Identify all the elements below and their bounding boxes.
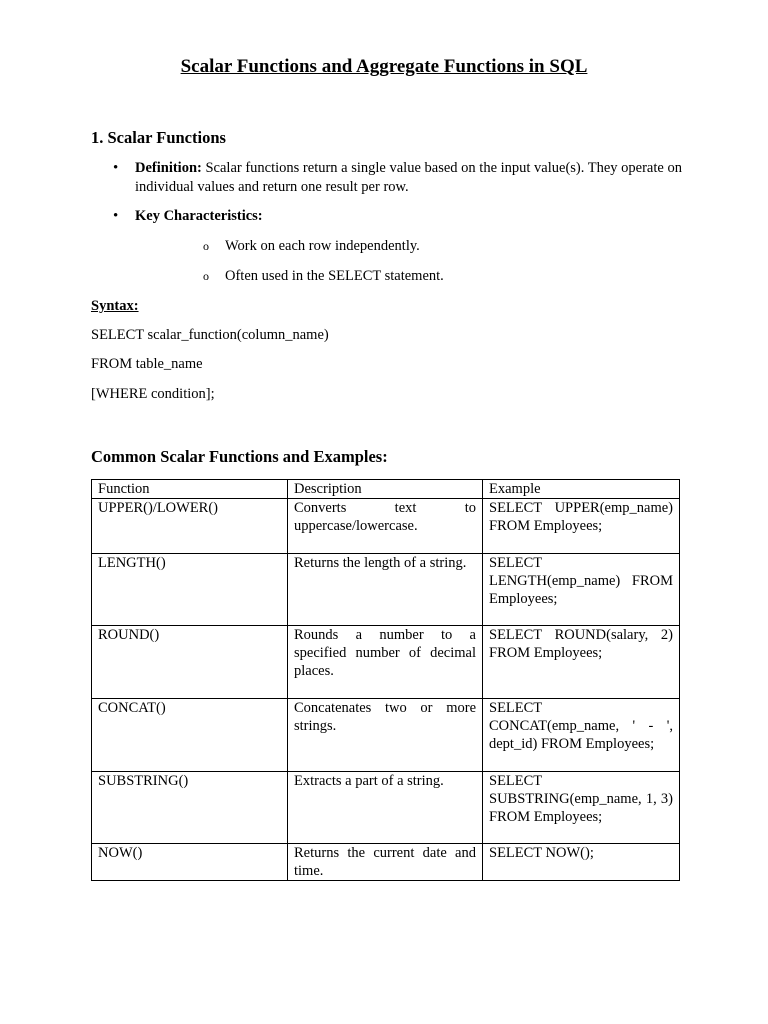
definition-bullet [91,159,691,197]
section-heading-common-scalar-functions: Common Scalar Functions and Examples: [91,447,388,466]
example-cell: SELECT CONCAT(emp_name, ' - ', dept_id) FROM Employees; [483,699,680,772]
example-cell: SELECT NOW(); [483,844,680,881]
definition-text: Scalar functions return a single value based on the input value(s). They operate on individual values and return one result per row. [135,160,682,195]
column-header-function: Function [92,480,288,499]
example-cell: SELECT LENGTH(emp_name) FROM Employees; [483,554,680,626]
key-characteristic-item: o Work on each row independently. [135,237,691,256]
example-cell: SELECT ROUND(salary, 2) FROM Employees; [483,626,680,699]
definition-label: Definition: [135,160,202,176]
example-cell: SELECT UPPER(emp_name) FROM Employees; [483,499,680,554]
syntax-line: FROM table_name [91,356,203,372]
key-characteristic-item: o Often used in the SELECT statement. [135,267,691,286]
scalar-functions-table [91,479,680,881]
table-row [92,772,680,844]
function-cell: NOW() [92,844,288,881]
example-cell: SELECT SUBSTRING(emp_name, 1, 3) FROM Employees; [483,772,680,844]
key-characteristics-label: Key Characteristics: [135,208,263,224]
table-row [92,626,680,699]
function-cell: ROUND() [92,626,288,699]
table-row [92,499,680,554]
page-title: Scalar Functions and Aggregate Functions in SQL [180,56,588,77]
column-header-example: Example [483,480,680,499]
description-cell: Extracts a part of a string. [288,772,483,844]
description-cell: Converts text to uppercase/lowercase. [288,499,483,554]
description-cell: Returns the length of a string. [288,554,483,626]
syntax-line: [WHERE condition]; [91,386,215,402]
table-row [92,844,680,881]
table-header-row [92,480,680,499]
function-cell: SUBSTRING() [92,772,288,844]
key-characteristics-bullet [91,207,691,286]
description-cell: Concatenates two or more strings. [288,699,483,772]
key-characteristics-list [135,237,691,286]
syntax-label: Syntax: [91,298,139,314]
section-heading-scalar-functions: 1. Scalar Functions [91,128,226,147]
function-cell: CONCAT() [92,699,288,772]
scalar-functions-bullet-list [91,159,691,286]
table-row [92,699,680,772]
syntax-line: SELECT scalar_function(column_name) [91,327,329,343]
column-header-description: Description [288,480,483,499]
description-cell: Rounds a number to a specified number of decimal places. [288,626,483,699]
table-row [92,554,680,626]
function-cell: LENGTH() [92,554,288,626]
function-cell: UPPER()/LOWER() [92,499,288,554]
description-cell: Returns the current date and time. [288,844,483,881]
